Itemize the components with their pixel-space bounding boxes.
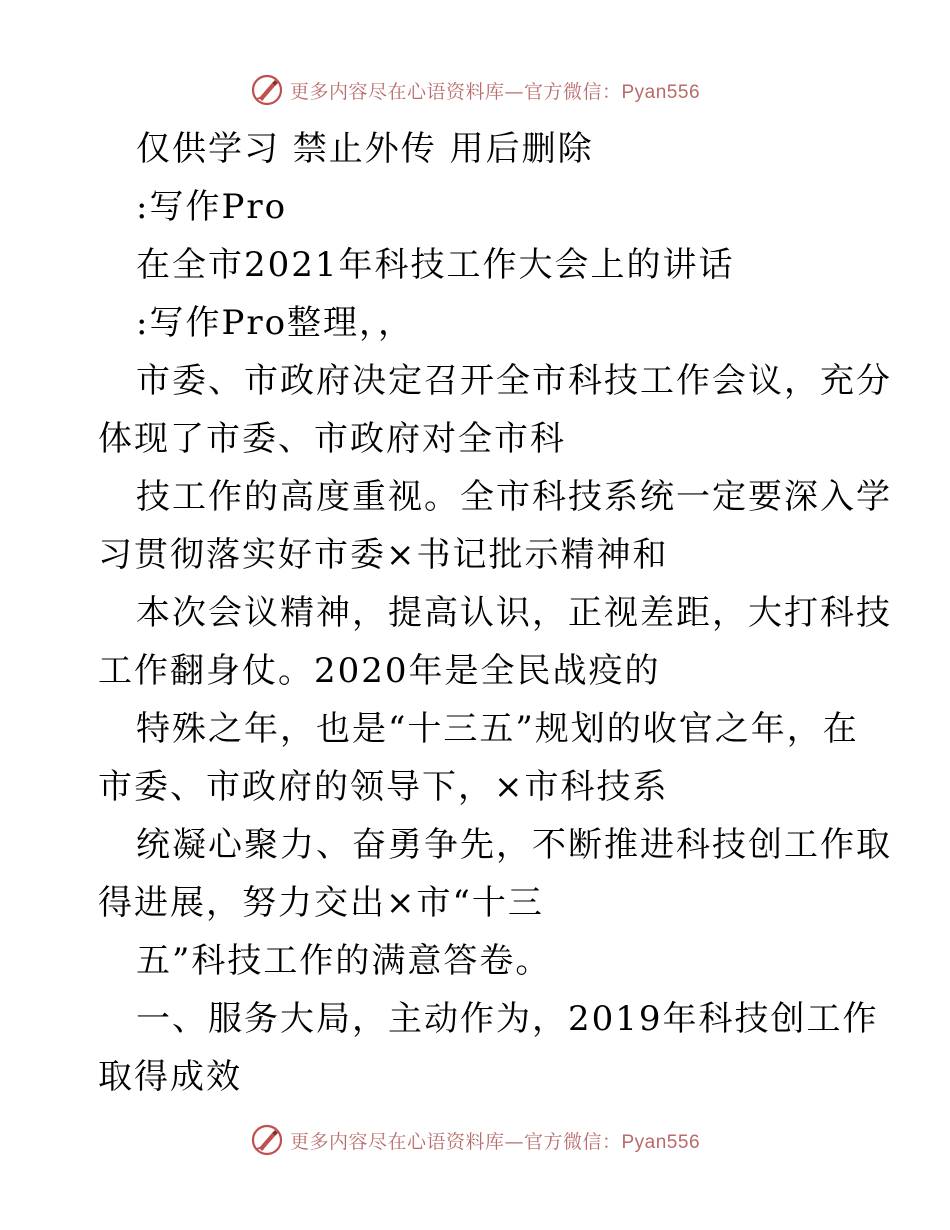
footer-banner-label: 更多内容尽在心语资料库—官方微信： <box>289 1130 622 1153</box>
document-line: 技工作的高度重视。全市科技系统一定要深入学 <box>136 477 892 517</box>
header-banner <box>0 70 950 110</box>
document-line: 一、服务大局，主动作为，2019年科技创工作 <box>136 999 879 1039</box>
document-line: 取得成效 <box>98 1057 242 1097</box>
document-body <box>98 120 892 1106</box>
header-banner-text <box>290 77 700 104</box>
pen-logo-icon <box>250 1123 284 1157</box>
document-line: 工作翻身仗。2020年是全民战疫的 <box>98 651 661 691</box>
document-line: 得进展，努力交出×市“十三 <box>98 883 544 923</box>
footer-wechat-id: Pyan556 <box>621 1131 701 1153</box>
document-line: :写作Pro <box>136 187 288 227</box>
document-line: 五”科技工作的满意答卷。 <box>136 941 552 981</box>
document-line: 习贯彻落实好市委×书记批示精神和 <box>98 535 669 575</box>
document-line: 本次会议精神，提高认识，正视差距，大打科技 <box>136 593 892 633</box>
document-line: 特殊之年，也是“十三五”规划的收官之年，在 <box>136 709 859 749</box>
document-line: 体现了市委、市政府对全市科 <box>98 419 566 459</box>
document-line: 市委、市政府的领导下，×市科技系 <box>98 767 669 807</box>
header-wechat-id: Pyan556 <box>621 81 701 103</box>
pen-logo-icon <box>250 73 284 107</box>
footer-banner <box>0 1120 950 1160</box>
document-line: :写作Pro整理，， <box>136 303 415 343</box>
document-line: 在全市2021年科技工作大会上的讲话 <box>136 245 735 285</box>
header-banner-label: 更多内容尽在心语资料库—官方微信： <box>289 80 622 103</box>
document-line: 统凝心聚力、奋勇争先，不断推进科技创工作取 <box>136 825 892 865</box>
document-line: 市委、市政府决定召开全市科技工作会议，充分 <box>136 361 892 401</box>
footer-banner-text <box>290 1127 700 1154</box>
document-line: 仅供学习 禁止外传 用后删除 <box>136 129 594 169</box>
